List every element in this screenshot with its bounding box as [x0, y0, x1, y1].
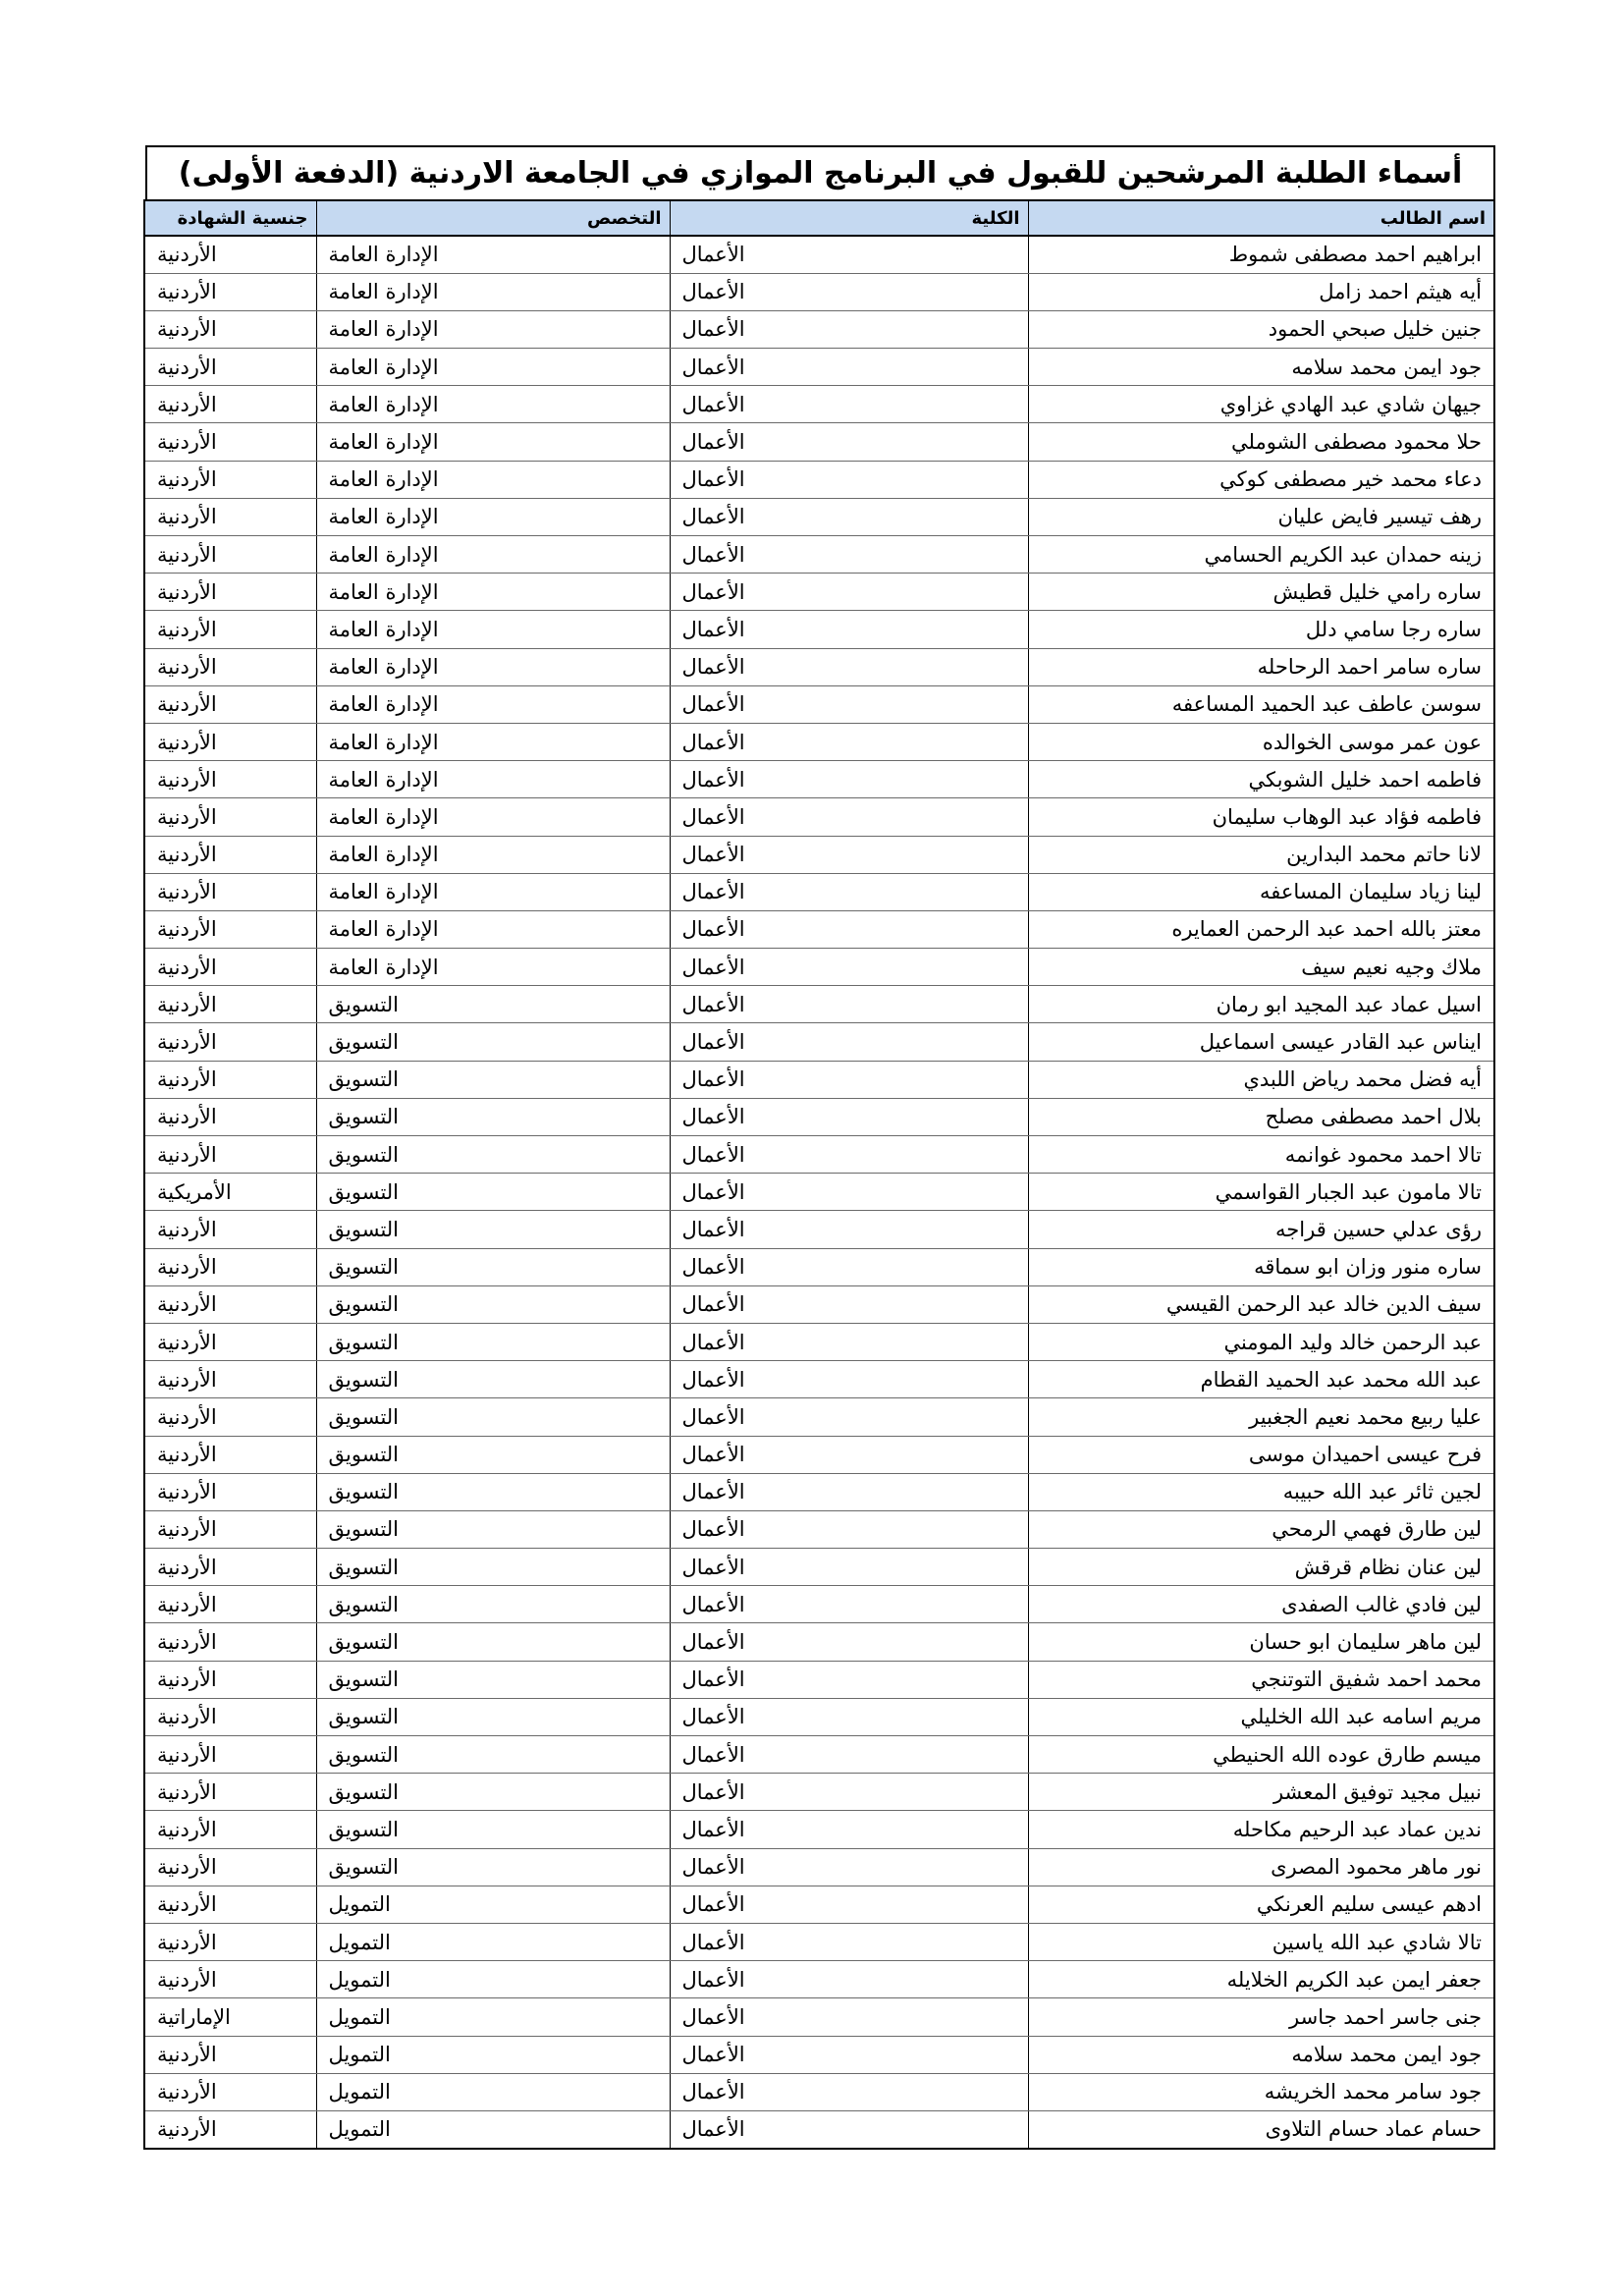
cell-nationality: الأردنية — [144, 723, 316, 760]
cell-faculty: الأعمال — [670, 1623, 1028, 1661]
table-row — [144, 1361, 1494, 1398]
cell-student-name: اسيل عماد عبد المجيد ابو رمان — [1028, 986, 1494, 1023]
cell-faculty: الأعمال — [670, 574, 1028, 611]
cell-student-name: عليا ربيع محمد نعيم الجغبير — [1028, 1398, 1494, 1436]
cell-nationality: الأردنية — [144, 1323, 316, 1360]
cell-faculty: الأعمال — [670, 1398, 1028, 1436]
cell-major: التسويق — [316, 1623, 670, 1661]
cell-nationality: الأردنية — [144, 2073, 316, 2110]
table-row — [144, 2036, 1494, 2073]
cell-major: التمويل — [316, 1961, 670, 1998]
cell-nationality: الأردنية — [144, 836, 316, 873]
cell-major: التمويل — [316, 2073, 670, 2110]
table-row — [144, 498, 1494, 535]
cell-nationality: الأردنية — [144, 1061, 316, 1098]
cell-faculty: الأعمال — [670, 1961, 1028, 1998]
table-row — [144, 273, 1494, 310]
cell-faculty: الأعمال — [670, 1586, 1028, 1623]
table-row — [144, 461, 1494, 498]
cell-nationality: الأمريكية — [144, 1174, 316, 1211]
cell-faculty: الأعمال — [670, 1811, 1028, 1848]
cell-nationality: الأردنية — [144, 761, 316, 798]
cell-student-name: تالا مامون عبد الجبار القواسمي — [1028, 1174, 1494, 1211]
cell-student-name: حسام عماد حسام التلاوى — [1028, 2110, 1494, 2148]
cell-student-name: ندين عماد عبد الرحيم مكاحله — [1028, 1811, 1494, 1848]
cell-student-name: جيهان شادي عبد الهادي غزاوي — [1028, 386, 1494, 423]
cell-major: التسويق — [316, 1510, 670, 1548]
cell-faculty: الأعمال — [670, 1698, 1028, 1735]
column-header-name: اسم الطالب — [1028, 200, 1494, 236]
cell-nationality: الأردنية — [144, 461, 316, 498]
table-row — [144, 1323, 1494, 1360]
page-title: أسماء الطلبة المرشحين للقبول في البرنامج الموازي في الجامعة الاردنية (الدفعة الأولى) — [178, 155, 1463, 191]
cell-major: الإدارة العامة — [316, 648, 670, 685]
table-row — [144, 1098, 1494, 1135]
cell-nationality: الأردنية — [144, 1774, 316, 1811]
document-page — [145, 145, 1495, 2150]
table-row — [144, 986, 1494, 1023]
cell-faculty: الأعمال — [670, 685, 1028, 723]
table-row — [144, 1473, 1494, 1510]
cell-student-name: زينه حمدان عبد الكريم الحسامي — [1028, 536, 1494, 574]
table-row — [144, 685, 1494, 723]
table-row — [144, 2073, 1494, 2110]
cell-student-name: ميسم طارق عوده الله الحنيطي — [1028, 1736, 1494, 1774]
cell-student-name: ايناس عبد القادر عيسى اسماعيل — [1028, 1023, 1494, 1061]
table-row — [144, 648, 1494, 685]
cell-nationality: الأردنية — [144, 1961, 316, 1998]
cell-major: الإدارة العامة — [316, 836, 670, 873]
cell-nationality: الأردنية — [144, 2036, 316, 2073]
cell-nationality: الأردنية — [144, 310, 316, 348]
cell-student-name: معتز بالله احمد عبد الرحمن العمايره — [1028, 910, 1494, 948]
cell-nationality: الأردنية — [144, 1736, 316, 1774]
cell-major: التسويق — [316, 1473, 670, 1510]
cell-faculty: الأعمال — [670, 2036, 1028, 2073]
cell-student-name: لين عنان نظام قرقش — [1028, 1549, 1494, 1586]
table-row — [144, 798, 1494, 836]
cell-nationality: الأردنية — [144, 1248, 316, 1285]
table-row — [144, 761, 1494, 798]
cell-nationality: الأردنية — [144, 1923, 316, 1960]
cell-major: الإدارة العامة — [316, 873, 670, 910]
cell-major: التسويق — [316, 1023, 670, 1061]
cell-faculty: الأعمال — [670, 1061, 1028, 1098]
cell-nationality: الأردنية — [144, 1398, 316, 1436]
column-header-nationality: جنسية الشهادة — [144, 200, 316, 236]
cell-student-name: ادهم عيسى سليم العرنكي — [1028, 1886, 1494, 1923]
cell-faculty: الأعمال — [670, 1661, 1028, 1698]
cell-major: الإدارة العامة — [316, 349, 670, 386]
cell-faculty: الأعمال — [670, 1023, 1028, 1061]
cell-student-name: ساره سامر احمد الرحاحله — [1028, 648, 1494, 685]
cell-major: التسويق — [316, 1248, 670, 1285]
cell-student-name: ملاك وجيه نعيم سيف — [1028, 949, 1494, 986]
cell-student-name: جود سامر محمد الخريشه — [1028, 2073, 1494, 2110]
cell-faculty: الأعمال — [670, 273, 1028, 310]
cell-faculty: الأعمال — [670, 1886, 1028, 1923]
cell-faculty: الأعمال — [670, 349, 1028, 386]
table-row — [144, 1848, 1494, 1886]
cell-major: التسويق — [316, 1211, 670, 1248]
cell-student-name: أيه فضل محمد رياض اللبدي — [1028, 1061, 1494, 1098]
cell-student-name: محمد احمد شفيق التوتنجي — [1028, 1661, 1494, 1698]
cell-major: الإدارة العامة — [316, 723, 670, 760]
cell-nationality: الأردنية — [144, 798, 316, 836]
cell-student-name: أيه هيثم احمد زامل — [1028, 273, 1494, 310]
cell-faculty: الأعمال — [670, 2073, 1028, 2110]
cell-student-name: عبد الرحمن خالد وليد المومني — [1028, 1323, 1494, 1360]
cell-faculty: الأعمال — [670, 536, 1028, 574]
cell-faculty: الأعمال — [670, 1174, 1028, 1211]
cell-faculty: الأعمال — [670, 986, 1028, 1023]
cell-faculty: الأعمال — [670, 1136, 1028, 1174]
cell-major: الإدارة العامة — [316, 685, 670, 723]
cell-major: التسويق — [316, 1136, 670, 1174]
cell-nationality: الأردنية — [144, 1098, 316, 1135]
cell-faculty: الأعمال — [670, 1774, 1028, 1811]
cell-major: الإدارة العامة — [316, 498, 670, 535]
cell-faculty: الأعمال — [670, 761, 1028, 798]
table-row — [144, 386, 1494, 423]
cell-student-name: لجين ثائر عبد الله حبيبه — [1028, 1473, 1494, 1510]
table-row — [144, 1023, 1494, 1061]
table-row — [144, 1510, 1494, 1548]
cell-major: التسويق — [316, 986, 670, 1023]
table-row — [144, 1698, 1494, 1735]
cell-student-name: حلا محمود مصطفى الشوملي — [1028, 423, 1494, 461]
cell-student-name: نور ماهر محمود المصرى — [1028, 1848, 1494, 1886]
cell-faculty: الأعمال — [670, 2110, 1028, 2148]
cell-student-name: جود ايمن محمد سلامه — [1028, 349, 1494, 386]
table-row — [144, 1061, 1494, 1098]
cell-major: الإدارة العامة — [316, 611, 670, 648]
cell-faculty: الأعمال — [670, 386, 1028, 423]
cell-nationality: الأردنية — [144, 1361, 316, 1398]
cell-faculty: الأعمال — [670, 949, 1028, 986]
table-row — [144, 1398, 1494, 1436]
cell-major: التمويل — [316, 1923, 670, 1960]
table-row — [144, 1923, 1494, 1960]
table-row — [144, 574, 1494, 611]
cell-nationality: الأردنية — [144, 1848, 316, 1886]
cell-faculty: الأعمال — [670, 910, 1028, 948]
cell-nationality: الأردنية — [144, 1211, 316, 1248]
table-body — [144, 236, 1494, 2149]
cell-nationality: الأردنية — [144, 498, 316, 535]
cell-faculty: الأعمال — [670, 648, 1028, 685]
cell-major: التمويل — [316, 2110, 670, 2148]
cell-nationality: الأردنية — [144, 1586, 316, 1623]
cell-nationality: الأردنية — [144, 949, 316, 986]
students-table — [143, 199, 1495, 2150]
cell-major: التسويق — [316, 1361, 670, 1398]
cell-major: التسويق — [316, 1549, 670, 1586]
cell-nationality: الأردنية — [144, 1510, 316, 1548]
cell-nationality: الأردنية — [144, 423, 316, 461]
cell-major: التسويق — [316, 1736, 670, 1774]
cell-faculty: الأعمال — [670, 310, 1028, 348]
cell-faculty: الأعمال — [670, 873, 1028, 910]
table-row — [144, 910, 1494, 948]
cell-nationality: الأردنية — [144, 1698, 316, 1735]
cell-student-name: تالا احمد محمود غوانمه — [1028, 1136, 1494, 1174]
cell-student-name: لين ماهر سليمان ابو حسان — [1028, 1623, 1494, 1661]
cell-nationality: الأردنية — [144, 386, 316, 423]
cell-major: الإدارة العامة — [316, 423, 670, 461]
cell-faculty: الأعمال — [670, 1248, 1028, 1285]
table-row — [144, 423, 1494, 461]
cell-nationality: الأردنية — [144, 236, 316, 273]
cell-nationality: الأردنية — [144, 1661, 316, 1698]
cell-student-name: فاطمه احمد خليل الشوبكي — [1028, 761, 1494, 798]
table-row — [144, 349, 1494, 386]
cell-major: الإدارة العامة — [316, 761, 670, 798]
cell-nationality: الأردنية — [144, 1136, 316, 1174]
cell-major: التسويق — [316, 1061, 670, 1098]
column-header-faculty: الكلية — [670, 200, 1028, 236]
cell-nationality: الأردنية — [144, 1811, 316, 1848]
cell-student-name: دعاء محمد خير مصطفى كوكي — [1028, 461, 1494, 498]
cell-nationality: الأردنية — [144, 986, 316, 1023]
table-row — [144, 1136, 1494, 1174]
table-row — [144, 1248, 1494, 1285]
cell-nationality: الأردنية — [144, 536, 316, 574]
cell-major: التسويق — [316, 1661, 670, 1698]
cell-student-name: لين طارق فهمي الرمحي — [1028, 1510, 1494, 1548]
cell-major: التسويق — [316, 1174, 670, 1211]
cell-student-name: رهف تيسير فايض عليان — [1028, 498, 1494, 535]
cell-student-name: لانا حاتم محمد البدارين — [1028, 836, 1494, 873]
cell-nationality: الأردنية — [144, 574, 316, 611]
cell-student-name: فاطمه فؤاد عبد الوهاب سليمان — [1028, 798, 1494, 836]
cell-student-name: تالا شادي عبد الله ياسين — [1028, 1923, 1494, 1960]
cell-nationality: الأردنية — [144, 1623, 316, 1661]
table-row — [144, 1661, 1494, 1698]
cell-major: التسويق — [316, 1698, 670, 1735]
cell-student-name: لينا زياد سليمان المساعفه — [1028, 873, 1494, 910]
cell-major: الإدارة العامة — [316, 273, 670, 310]
cell-student-name: عون عمر موسى الخوالده — [1028, 723, 1494, 760]
table-row — [144, 1811, 1494, 1848]
table-row — [144, 1211, 1494, 1248]
table-row — [144, 611, 1494, 648]
table-row — [144, 310, 1494, 348]
cell-faculty: الأعمال — [670, 1510, 1028, 1548]
cell-faculty: الأعمال — [670, 1098, 1028, 1135]
cell-major: الإدارة العامة — [316, 536, 670, 574]
table-row — [144, 1961, 1494, 1998]
cell-nationality: الأردنية — [144, 611, 316, 648]
cell-major: الإدارة العامة — [316, 949, 670, 986]
cell-major: التسويق — [316, 1436, 670, 1473]
cell-student-name: رؤى عدلي حسين قراجه — [1028, 1211, 1494, 1248]
column-header-major: التخصص — [316, 200, 670, 236]
table-row — [144, 1586, 1494, 1623]
cell-faculty: الأعمال — [670, 461, 1028, 498]
cell-faculty: الأعمال — [670, 1211, 1028, 1248]
cell-nationality: الأردنية — [144, 1549, 316, 1586]
table-row — [144, 723, 1494, 760]
table-row — [144, 836, 1494, 873]
cell-nationality: الأردنية — [144, 1473, 316, 1510]
cell-faculty: الأعمال — [670, 1323, 1028, 1360]
cell-major: الإدارة العامة — [316, 574, 670, 611]
table-row — [144, 1436, 1494, 1473]
cell-faculty: الأعمال — [670, 1848, 1028, 1886]
cell-nationality: الأردنية — [144, 1886, 316, 1923]
cell-major: التمويل — [316, 1886, 670, 1923]
table-row — [144, 236, 1494, 273]
cell-faculty: الأعمال — [670, 498, 1028, 535]
cell-faculty: الأعمال — [670, 798, 1028, 836]
cell-faculty: الأعمال — [670, 1549, 1028, 1586]
cell-major: التمويل — [316, 2036, 670, 2073]
cell-major: الإدارة العامة — [316, 461, 670, 498]
table-row — [144, 1285, 1494, 1323]
table-row — [144, 949, 1494, 986]
cell-student-name: سيف الدين خالد عبد الرحمن القيسي — [1028, 1285, 1494, 1323]
table-row — [144, 1623, 1494, 1661]
cell-faculty: الأعمال — [670, 1473, 1028, 1510]
table-row — [144, 536, 1494, 574]
title-bar — [145, 145, 1495, 199]
cell-major: الإدارة العامة — [316, 310, 670, 348]
cell-faculty: الأعمال — [670, 1436, 1028, 1473]
cell-nationality: الأردنية — [144, 349, 316, 386]
cell-student-name: نبيل مجيد توفيق المعشر — [1028, 1774, 1494, 1811]
table-row — [144, 1998, 1494, 2036]
cell-student-name: بلال احمد مصطفى مصلح — [1028, 1098, 1494, 1135]
table-row — [144, 2110, 1494, 2148]
cell-nationality: الأردنية — [144, 273, 316, 310]
cell-nationality: الأردنية — [144, 873, 316, 910]
cell-faculty: الأعمال — [670, 1736, 1028, 1774]
table-row — [144, 1174, 1494, 1211]
cell-student-name: لين فادي غالب الصفدى — [1028, 1586, 1494, 1623]
cell-nationality: الأردنية — [144, 2110, 316, 2148]
cell-nationality: الأردنية — [144, 1023, 316, 1061]
cell-faculty: الأعمال — [670, 1285, 1028, 1323]
cell-major: الإدارة العامة — [316, 910, 670, 948]
table-row — [144, 1886, 1494, 1923]
cell-nationality: الأردنية — [144, 1436, 316, 1473]
table-row — [144, 1549, 1494, 1586]
cell-major: الإدارة العامة — [316, 236, 670, 273]
cell-major: الإدارة العامة — [316, 798, 670, 836]
table-row — [144, 873, 1494, 910]
cell-student-name: ساره رامي خليل قطيش — [1028, 574, 1494, 611]
cell-major: التسويق — [316, 1098, 670, 1135]
cell-major: التسويق — [316, 1285, 670, 1323]
cell-major: التسويق — [316, 1774, 670, 1811]
cell-faculty: الأعمال — [670, 611, 1028, 648]
cell-student-name: ساره منور وزان ابو سماقه — [1028, 1248, 1494, 1285]
cell-faculty: الأعمال — [670, 423, 1028, 461]
cell-student-name: مريم اسامه عبد الله الخليلي — [1028, 1698, 1494, 1735]
cell-major: التسويق — [316, 1811, 670, 1848]
cell-faculty: الأعمال — [670, 1923, 1028, 1960]
cell-student-name: عبد الله محمد عبد الحميد القطام — [1028, 1361, 1494, 1398]
table-row — [144, 1774, 1494, 1811]
cell-student-name: فرح عيسى احميدان موسى — [1028, 1436, 1494, 1473]
cell-faculty: الأعمال — [670, 236, 1028, 273]
cell-student-name: جعفر ايمن عبد الكريم الخلايله — [1028, 1961, 1494, 1998]
cell-student-name: جنى جاسر احمد جاسر — [1028, 1998, 1494, 2036]
cell-student-name: ساره رجا سامي دلل — [1028, 611, 1494, 648]
cell-nationality: الأردنية — [144, 910, 316, 948]
cell-major: التسويق — [316, 1398, 670, 1436]
cell-faculty: الأعمال — [670, 1998, 1028, 2036]
cell-nationality: الإماراتية — [144, 1998, 316, 2036]
cell-faculty: الأعمال — [670, 723, 1028, 760]
cell-nationality: الأردنية — [144, 1285, 316, 1323]
cell-major: التسويق — [316, 1848, 670, 1886]
cell-student-name: سوسن عاطف عبد الحميد المساعفه — [1028, 685, 1494, 723]
cell-student-name: جود ايمن محمد سلامه — [1028, 2036, 1494, 2073]
cell-major: التسويق — [316, 1586, 670, 1623]
cell-major: التسويق — [316, 1323, 670, 1360]
cell-nationality: الأردنية — [144, 648, 316, 685]
table-header-row — [144, 200, 1494, 236]
cell-major: الإدارة العامة — [316, 386, 670, 423]
cell-major: التمويل — [316, 1998, 670, 2036]
cell-student-name: ابراهيم احمد مصطفى شموط — [1028, 236, 1494, 273]
table-row — [144, 1736, 1494, 1774]
cell-nationality: الأردنية — [144, 685, 316, 723]
cell-faculty: الأعمال — [670, 1361, 1028, 1398]
cell-faculty: الأعمال — [670, 836, 1028, 873]
cell-student-name: جنين خليل صبحي الحمود — [1028, 310, 1494, 348]
